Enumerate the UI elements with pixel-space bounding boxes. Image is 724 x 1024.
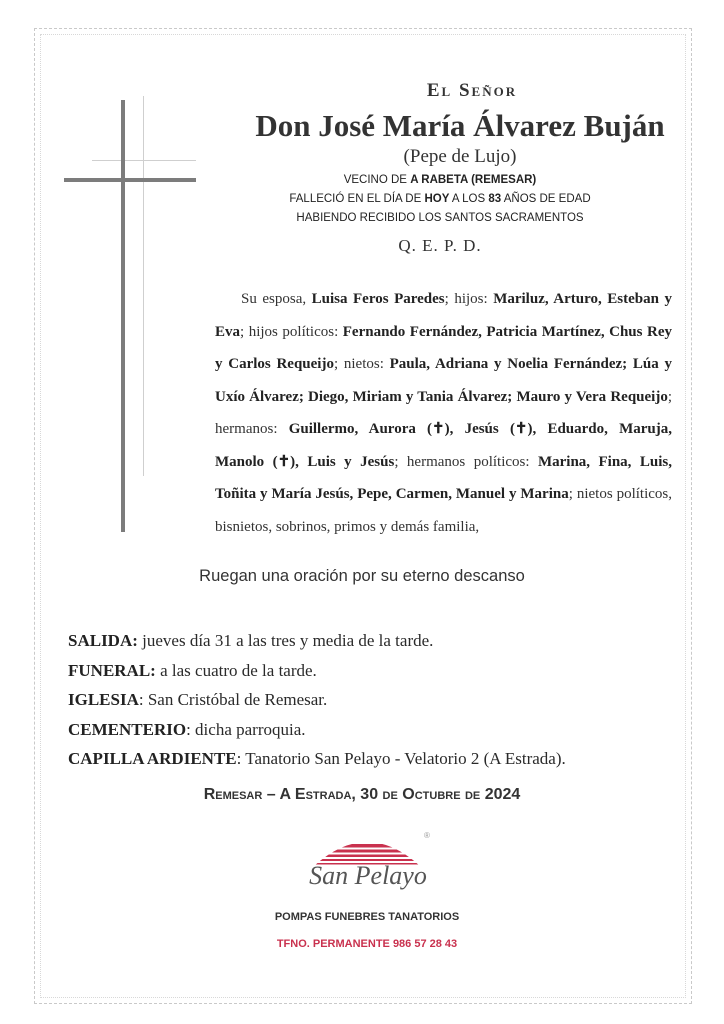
family-text: ; hijos: (444, 291, 494, 307)
residence-line (205, 171, 675, 190)
residence-place: A RABETA (REMESAR) (410, 174, 537, 186)
detail-cementerio (68, 715, 688, 745)
siblings-in-law-names: Marina, Fina, Luis, Toñita y María Jesús, Pepe, Carmen, Manuel y Marina (215, 453, 672, 502)
phone-number: TFNO. PERMANENTE 986 57 28 43 (276, 938, 458, 950)
death-suffix: AÑOS DE EDAD (501, 193, 591, 205)
family-text: ; hermanos: (215, 388, 672, 437)
family-text: ; hijos políticos: (240, 323, 343, 340)
cross-shadow-horizontal (92, 160, 196, 161)
children-names: Mariluz, Arturo, Esteban y Eva (215, 291, 672, 340)
detail-funeral (68, 656, 688, 686)
detail-label: CAPILLA ARDIENTE (68, 749, 237, 768)
logo-fan (296, 826, 438, 865)
prayer-line: Ruegan una oración por su eterno descanso (199, 567, 525, 585)
siblings-names: Guillermo, Aurora (✝), Jesús (✝), Eduardo, Maruja, Manolo (✝), Luis y Jesús (215, 421, 672, 470)
family-text: ; hermanos políticos: (394, 453, 538, 470)
place-date-line: Remesar – A Estrada, 30 de Octubre de 2024 (203, 786, 521, 803)
cross-shadow-vertical (143, 96, 144, 476)
san-pelayo-logo-icon (296, 826, 438, 896)
qepd: Q. E. P. D. (398, 236, 482, 255)
grandchildren-names: Paula, Adriana y Noelia Fernández; Lúa y Uxío Álvarez; Diego, Miriam y Tania Álvarez; Mauro y Vera Requeijo (215, 356, 672, 405)
family-paragraph (215, 283, 672, 543)
detail-text: : dicha parroquia. (186, 719, 306, 739)
children-in-law-names: Fernando Fernández, Patricia Martínez, Chus Rey y Carlos Requeijo (215, 323, 672, 372)
family-text: ; nietos políticos, bisnietos, sobrinos, primos y demás familia, (215, 486, 672, 535)
detail-label: CEMENTERIO (68, 719, 187, 739)
detail-text: : Tanatorio San Pelayo - Velatorio 2 (A Estrada). (236, 749, 566, 768)
detail-text: jueves día 31 a las tres y media de la tarde. (137, 631, 434, 650)
death-line (205, 190, 675, 209)
obituary-header (205, 80, 715, 256)
deceased-info (205, 171, 715, 228)
registered-mark: ® (424, 831, 430, 840)
detail-label: FUNERAL: (68, 660, 156, 680)
detail-iglesia (68, 685, 688, 715)
cross-horizontal-bar (64, 178, 196, 182)
cross-vertical-bar (121, 100, 125, 532)
detail-label: IGLESIA (68, 690, 139, 709)
company-tagline: POMPAS FUNEBRES TANATORIOS (274, 911, 460, 923)
service-details (68, 626, 688, 774)
death-prefix: FALLECIÓ EN EL DÍA DE (289, 193, 425, 205)
deceased-name: Don José María Álvarez Buján (255, 108, 665, 143)
honorific: El Señor (426, 80, 518, 101)
sacraments-line: HABIENDO RECIBIDO LOS SANTOS SACRAMENTOS (296, 212, 584, 224)
family-text: Su esposa, (241, 291, 312, 307)
detail-label: SALIDA: (68, 631, 138, 650)
logo-text: San Pelayo (309, 861, 427, 890)
death-day: HOY (424, 193, 450, 205)
residence-prefix: VECINO DE (343, 174, 411, 186)
detail-text: a las cuatro de la tarde. (155, 660, 317, 680)
detail-capilla (68, 744, 688, 774)
deceased-nickname: (Pepe de Lujo) (403, 146, 517, 167)
death-mid: A LOS (449, 193, 489, 205)
family-text: ; nietos: (333, 356, 390, 372)
detail-salida (68, 626, 688, 656)
death-age: 83 (488, 193, 502, 205)
detail-text: : San Cristóbal de Remesar. (138, 690, 328, 709)
spouse-names: Luisa Feros Paredes (311, 291, 445, 307)
